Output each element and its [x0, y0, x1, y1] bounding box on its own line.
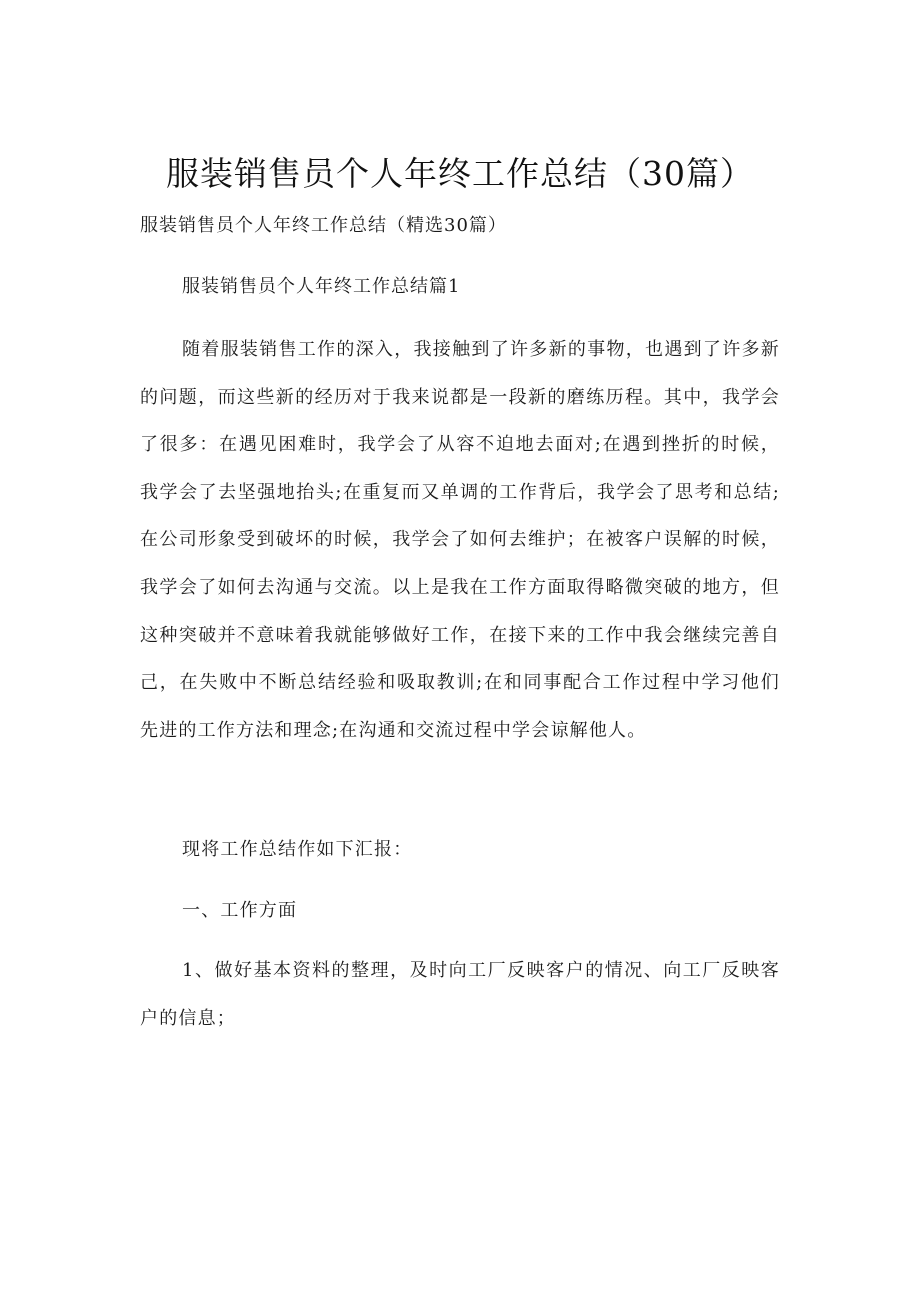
paragraph-intro: 随着服装销售工作的深入，我接触到了许多新的事物，也遇到了许多新的问题，而这些新的经历对于我来说都是一段新的磨练历程。其中，我学会了很多：在遇见困难时，我学会了从容不迫地去面对;在遇到挫折的时候，我学会了去坚强地抬头;在重复而又单调的工作背后，我学会了思考和总结;在公司形象受到破坏的时候，我学会了如何去维护；在被客户误解的时候，我学会了如何去沟通与交流。以上是我在工作方面取得略微突破的地方，但这种突破并不意味着我就能够做好工作，在接下来的工作中我会继续完善自己，在失败中不断总结经验和吸取教训;在和同事配合工作过程中学习他们先进的工作方法和理念;在沟通和交流过程中学会谅解他人。: [140, 339, 780, 741]
section-heading: 服装销售员个人年终工作总结篇1: [182, 276, 461, 297]
document-title: 服装销售员个人年终工作总结（30篇）: [166, 154, 754, 193]
document-subtitle: 服装销售员个人年终工作总结（精选30篇）: [140, 215, 507, 236]
paragraph-item-1: 1、做好基本资料的整理，及时向工厂反映客户的情况、向工厂反映客户的信息；: [140, 960, 780, 1029]
paragraph-work-heading: 一、工作方面: [182, 900, 298, 921]
paragraph-report-lead: 现将工作总结作如下汇报：: [182, 839, 413, 860]
